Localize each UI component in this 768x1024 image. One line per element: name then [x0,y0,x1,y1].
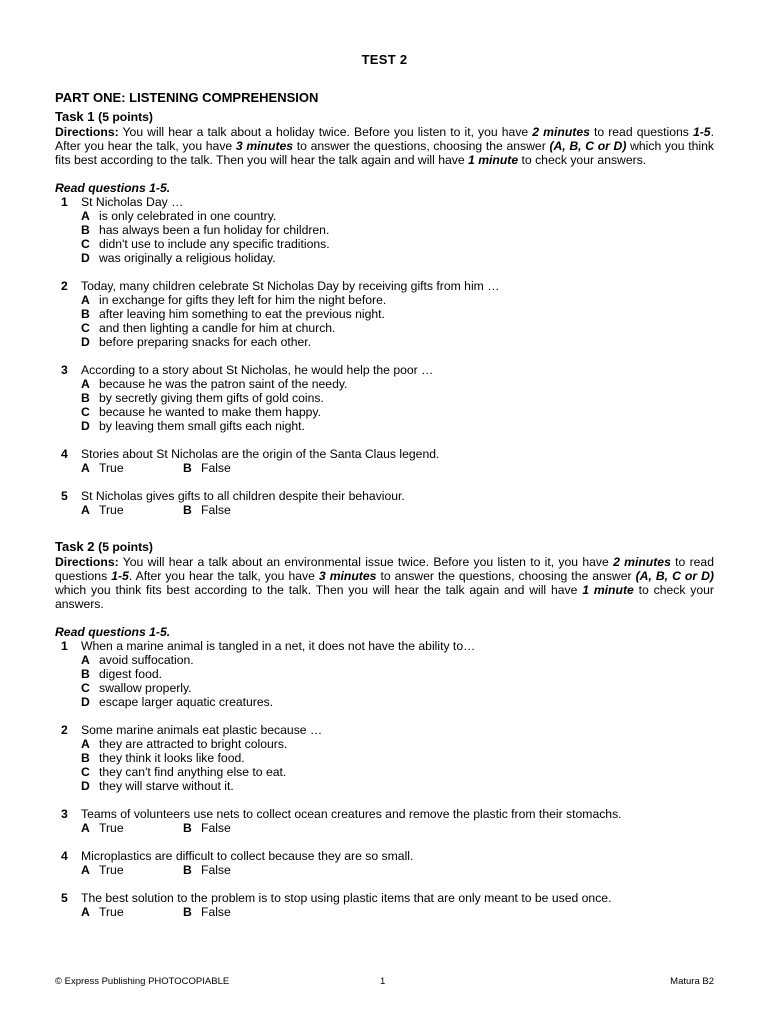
option-a: A in exchange for gifts they left for him the night before. [81,293,387,307]
task-1-read-instruction: Read questions 1-5. [55,181,171,195]
task-1-directions: Directions: You will hear a talk about a holiday twice. Before you listen to it, you have 2 minutes to read questions 1-5. After you hear the talk, you have 3 minutes to answer the questions, choosing the answer (A, B, C or D) which you think fits best according to the talk. Then you will hear the talk again and will have 1 minute to check your answers. [55,125,714,167]
option-b: B after leaving him something to eat the previous night. [81,307,385,321]
task-1-question-5: 5 St Nicholas gives gifts to all children despite their behaviour. A True B False [55,489,714,517]
task-2-directions: Directions: You will hear a talk about an environmental issue twice. Before you listen to it, you have 2 minutes to read questions 1-5. After you hear the talk, you have 3 minutes to answer the questions, choosing the answer (A, B, C or D) which you think fits best according to the talk. Then you will hear the talk again and will have 1 minute to check your answers. [55,555,714,611]
option-d: D was originally a religious holiday. [81,251,276,265]
option-d: D escape larger aquatic creatures. [81,695,274,709]
task-2-read-instruction: Read questions 1-5. [55,625,171,639]
true-false-options: A True B False [81,503,231,517]
option-b: B they think it looks like food. [81,751,245,765]
question-text: Some marine animals eat plastic because … [81,723,323,737]
page-footer [55,976,714,987]
question-text: The best solution to the problem is to stop using plastic items that are only meant to be used once. [81,891,612,905]
option-b: B digest food. [81,667,163,681]
task-2-question-5: 5 The best solution to the problem is to stop using plastic items that are only meant to be used once. A True B False [55,891,714,919]
task-1-question-3: 3 According to a story about St Nicholas, he would help the poor … A because he was the patron saint of the needy. B by secretly giving them gifts of gold coins. C because he wanted to make them happy. D by leaving them small gifts each night. [55,363,714,433]
task-2-question-4: 4 Microplastics are difficult to collect because they are so small. A True B False [55,849,714,877]
page-number: 1 [380,976,386,987]
task-2 [55,539,714,919]
true-false-options: A True B False [81,461,231,475]
task-2-title: Task 2 (5 points) [55,539,153,554]
test-title: TEST 2 [361,52,408,67]
option-a: A is only celebrated in one country. [81,209,277,223]
question-text: St Nicholas gives gifts to all children despite their behaviour. [81,489,405,503]
question-text: Microplastics are difficult to collect because they are so small. [81,849,414,863]
question-text: According to a story about St Nicholas, he would help the poor … [81,363,434,377]
question-text: Stories about St Nicholas are the origin of the Santa Claus legend. [81,447,440,461]
page [55,52,714,919]
part-title: PART ONE: LISTENING COMPREHENSION [55,90,319,105]
option-c: C and then lighting a candle for him at church. [81,321,336,335]
option-a: A avoid suffocation. [81,653,194,667]
true-false-options: A True B False [81,905,231,919]
question-text: St Nicholas Day … [81,195,184,209]
option-a: A because he was the patron saint of the needy. [81,377,348,391]
question-text: When a marine animal is tangled in a net, it does not have the ability to… [81,639,476,653]
option-d: D they will starve without it. [81,779,234,793]
task-1-question-2: 2 Today, many children celebrate St Nicholas Day by receiving gifts from him … A in exchange for gifts they left for him the night before. B after leaving him something to eat the previous night. C and then lighting a candle for him at church. D before preparing snacks for each other. [55,279,714,349]
option-a: A they are attracted to bright colours. [81,737,288,751]
option-c: C because he wanted to make them happy. [81,405,321,419]
option-c: C didn't use to include any specific traditions. [81,237,330,251]
option-c: C they can't find anything else to eat. [81,765,287,779]
question-text: Today, many children celebrate St Nicholas Day by receiving gifts from him … [81,279,500,293]
true-false-options: A True B False [81,863,231,877]
footer-level: Matura B2 [670,976,714,987]
task-1-question-1: 1 St Nicholas Day … A is only celebrated in one country. B has always been a fun holiday for children. C didn't use to include any specific traditions. D was originally a religious holiday. [55,195,714,265]
option-d: D before preparing snacks for each other. [81,335,312,349]
task-2-question-1: 1 When a marine animal is tangled in a net, it does not have the ability to… A avoid suffocation. B digest food. C swallow properly. D escape larger aquatic creatures. [55,639,714,709]
task-1-question-4: 4 Stories about St Nicholas are the origin of the Santa Claus legend. A True B False [55,447,714,475]
task-1 [55,109,714,517]
option-d: D by leaving them small gifts each night. [81,419,305,433]
task-2-question-2: 2 Some marine animals eat plastic because … A they are attracted to bright colours. B they think it looks like food. C they can't find anything else to eat. D they will starve without it. [55,723,714,793]
question-text: Teams of volunteers use nets to collect ocean creatures and remove the plastic from their stomachs. [81,807,622,821]
footer-copyright: © Express Publishing PHOTOCOPIABLE [55,976,230,987]
true-false-options: A True B False [81,821,231,835]
task-2-question-3: 3 Teams of volunteers use nets to collect ocean creatures and remove the plastic from their stomachs. A True B False [55,807,714,835]
option-c: C swallow properly. [81,681,192,695]
option-b: B by secretly giving them gifts of gold coins. [81,391,324,405]
option-b: B has always been a fun holiday for children. [81,223,330,237]
task-1-title: Task 1 (5 points) [55,109,153,124]
